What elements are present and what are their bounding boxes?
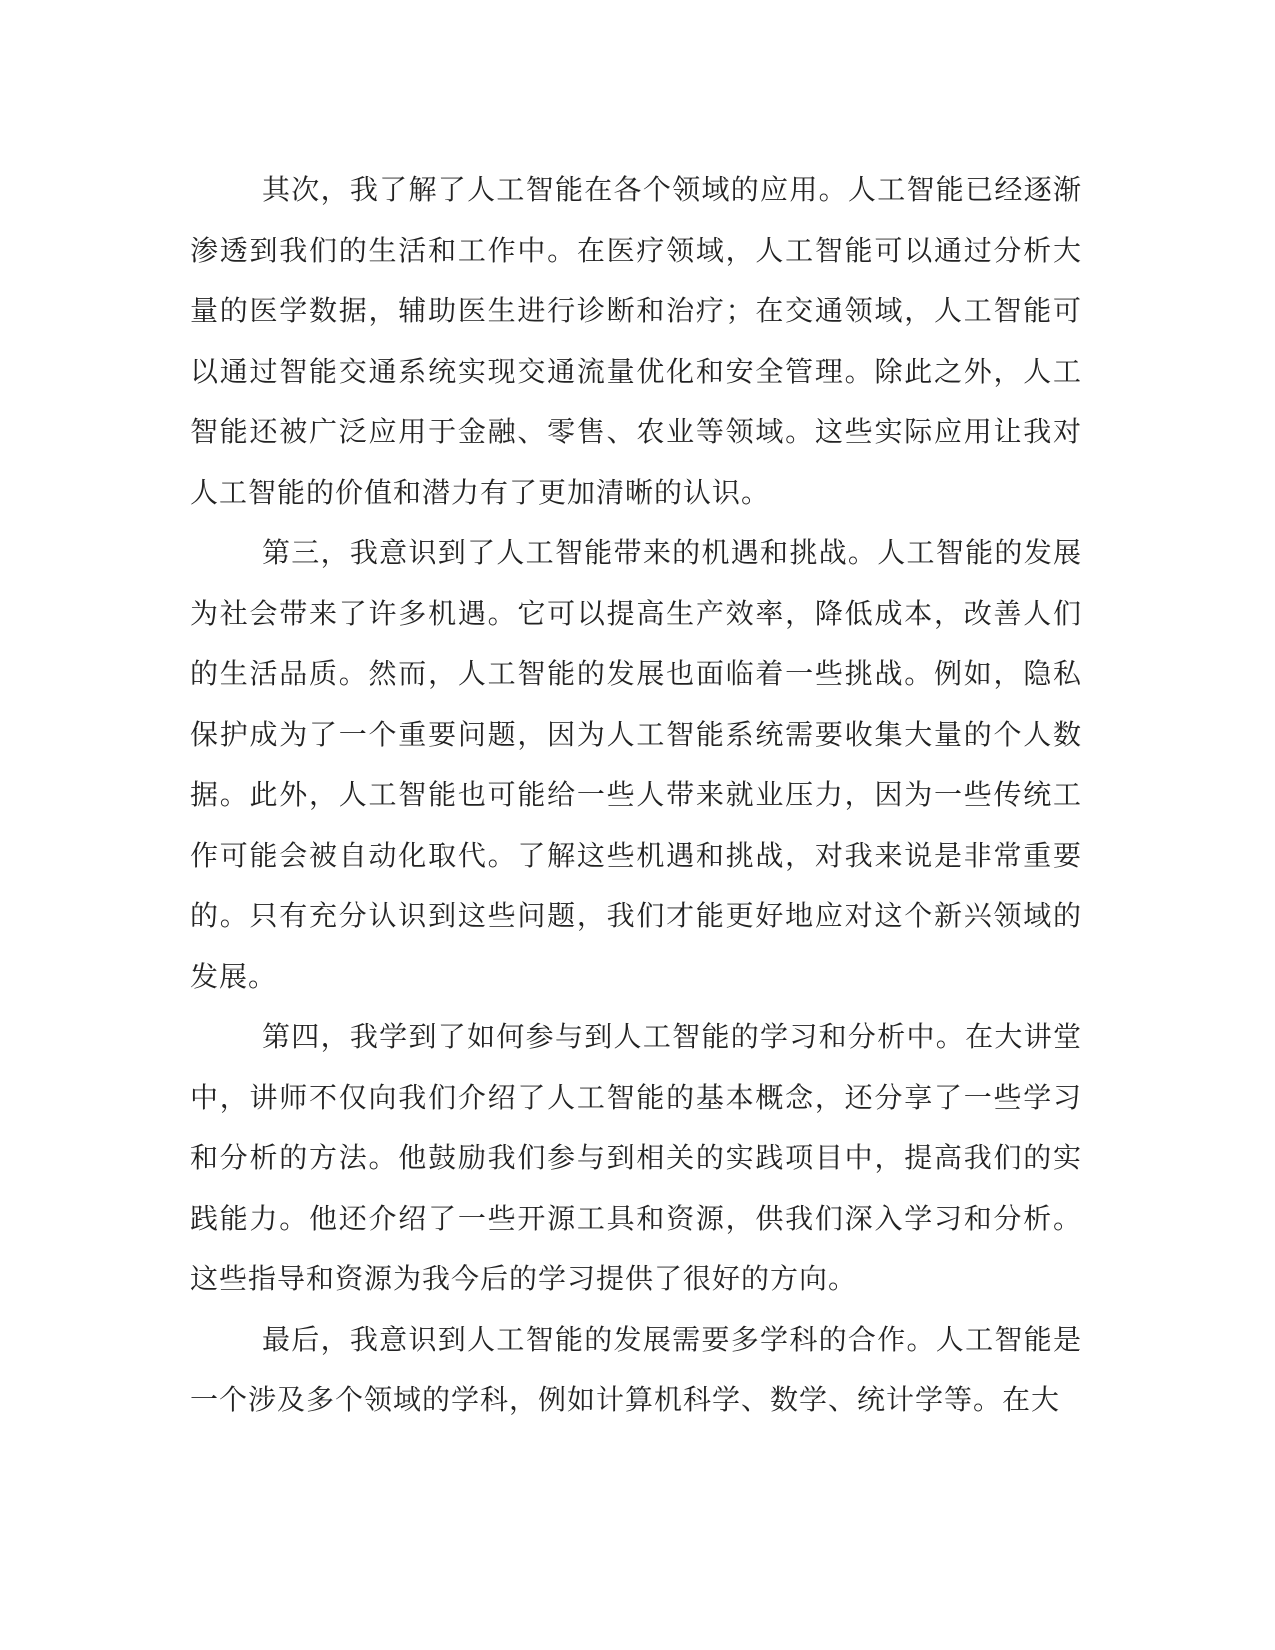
- paragraph-applications: 其次，我了解了人工智能在各个领域的应用。人工智能已经逐渐渗透到我们的生活和工作中。在医疗领域，人工智能可以通过分析大量的医学数据，辅助医生进行诊断和治疗；在交通领域，人工智能可以通过智能交通系统实现交通流量优化和安全管理。除此之外，人工智能还被广泛应用于金融、零售、农业等领域。这些实际应用让我对人工智能的价值和潜力有了更加清晰的认识。: [190, 173, 1082, 509]
- document-body: [190, 160, 1082, 1431]
- paragraph-opportunities-challenges: 第三，我意识到了人工智能带来的机遇和挑战。人工智能的发展为社会带来了许多机遇。它可以提高生产效率，降低成本，改善人们的生活品质。然而，人工智能的发展也面临着一些挑战。例如，隐私保护成为了一个重要问题，因为人工智能系统需要收集大量的个人数据。此外，人工智能也可能给一些人带来就业压力，因为一些传统工作可能会被自动化取代。了解这些机遇和挑战，对我来说是非常重要的。只有充分认识到这些问题，我们才能更好地应对这个新兴领域的发展。: [190, 536, 1082, 993]
- paragraph-learning-analysis: 第四，我学到了如何参与到人工智能的学习和分析中。在大讲堂中，讲师不仅向我们介绍了人工智能的基本概念，还分享了一些学习和分析的方法。他鼓励我们参与到相关的实践项目中，提高我们的实践能力。他还介绍了一些开源工具和资源，供我们深入学习和分析。这些指导和资源为我今后的学习提供了很好的方向。: [190, 1020, 1082, 1295]
- paragraph-multidisciplinary: 最后，我意识到人工智能的发展需要多学科的合作。人工智能是一个涉及多个领域的学科，例如计算机科学、数学、统计学等。在大: [190, 1322, 1082, 1416]
